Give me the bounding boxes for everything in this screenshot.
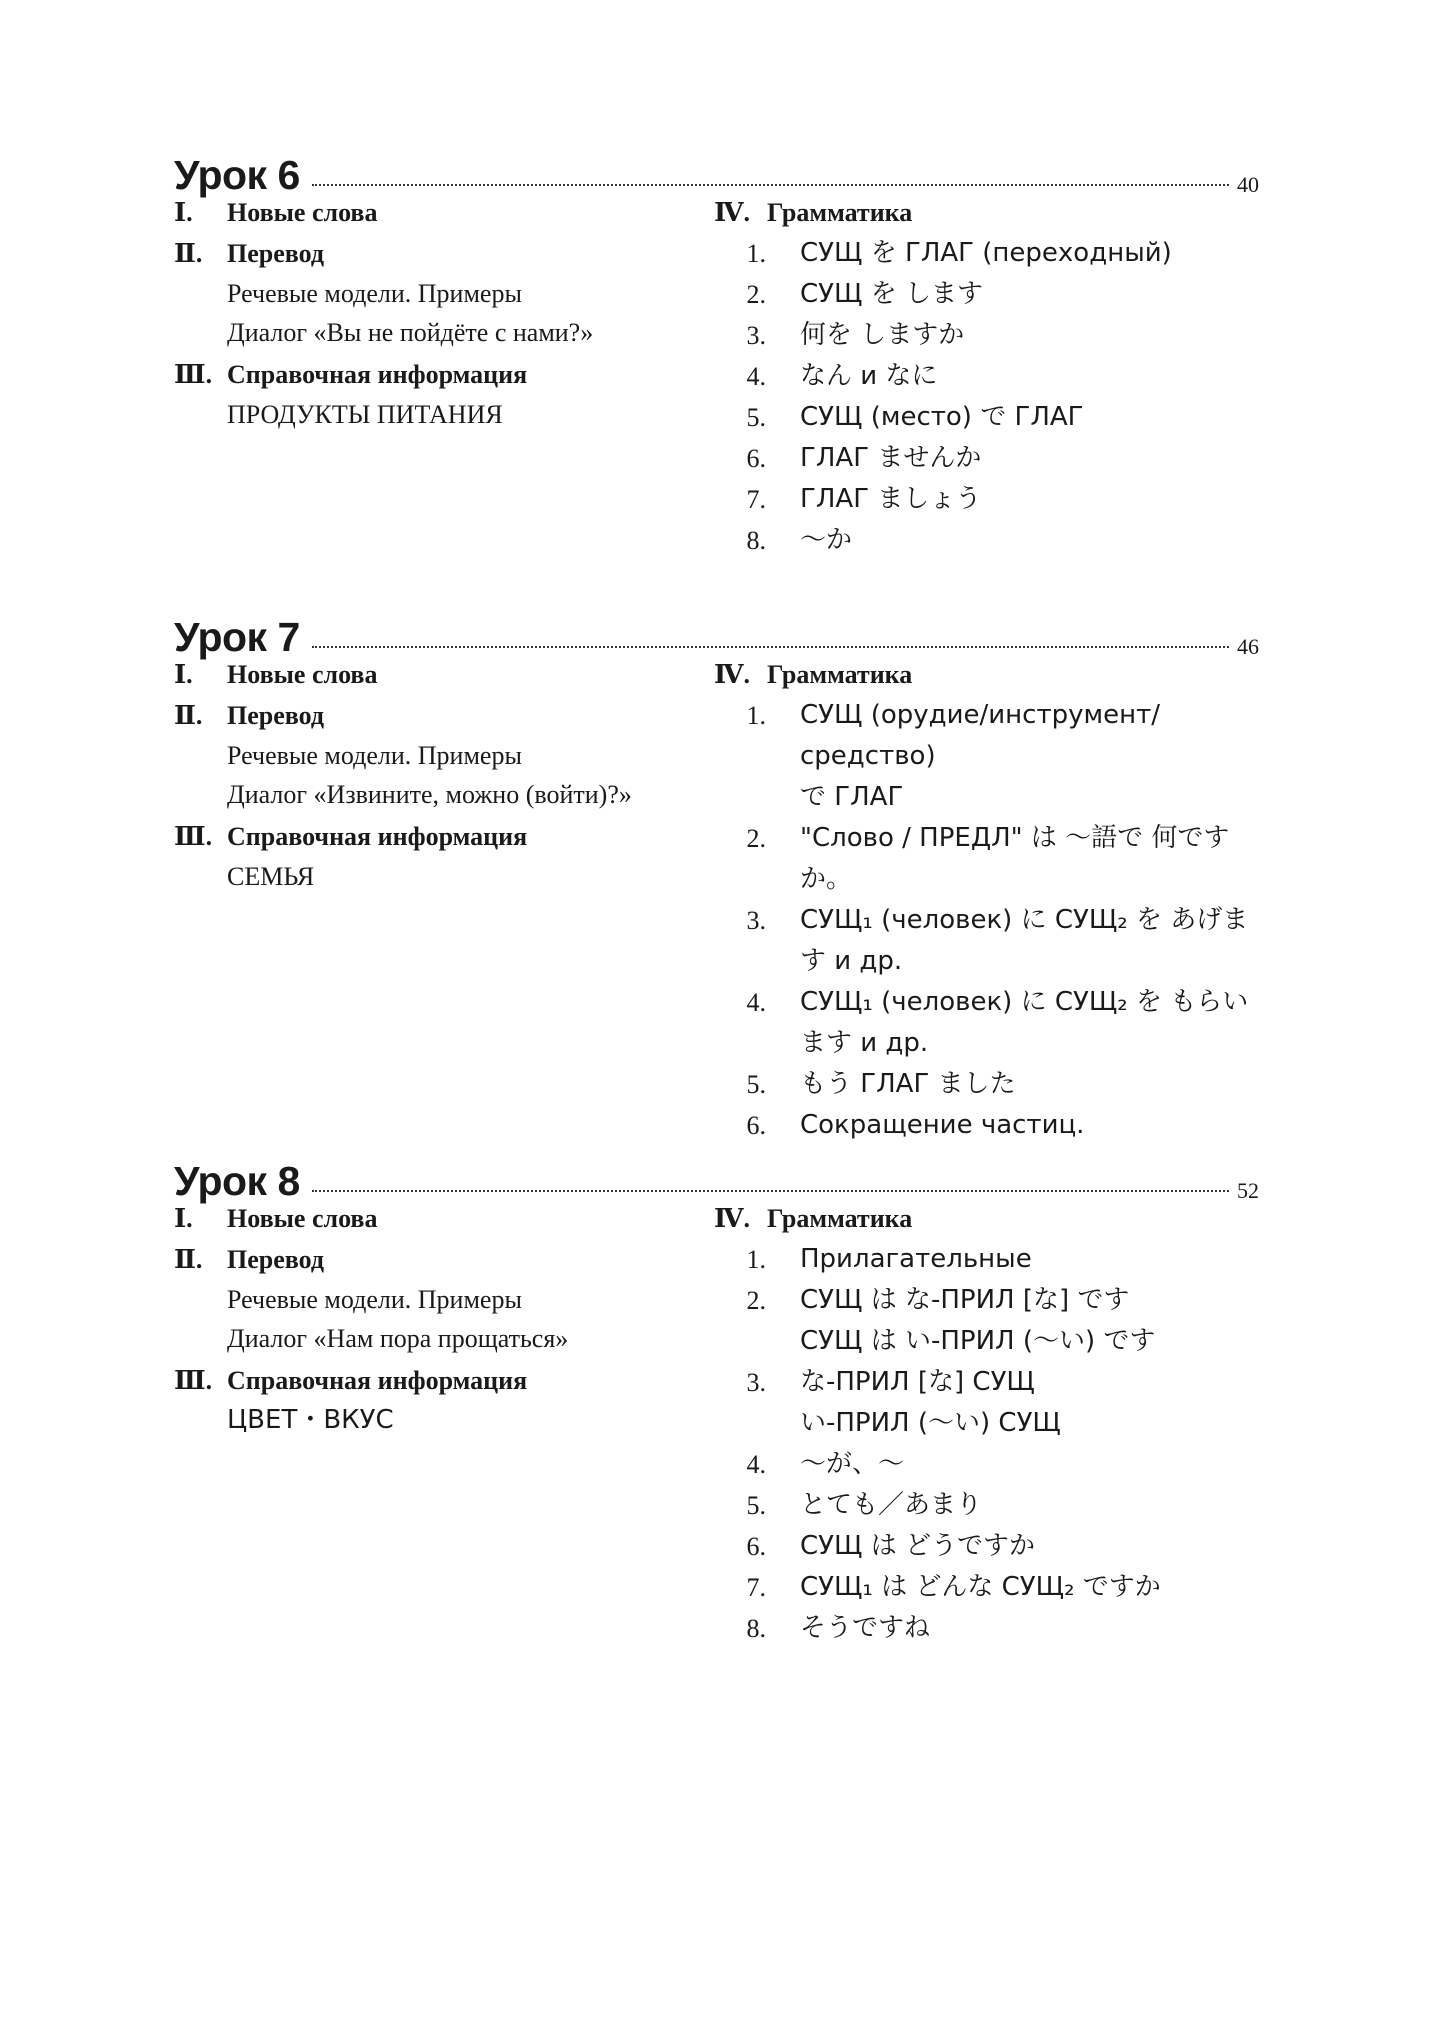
item-text: Сокращение частиц. [800,1110,1085,1140]
grammar-item [714,1485,1274,1526]
roman-numeral: Ⅲ. [174,1366,213,1395]
subsection: Диалог «Извините, можно (войти)?» [227,780,632,809]
item-text: Прилагательные [800,1244,1032,1274]
subsection: Речевые модели. Примеры [227,279,522,308]
dot-leader [312,184,1229,186]
item-text: СУЩ は どうですか [800,1531,1035,1561]
section-title: Справочная информация [227,360,528,389]
item-number: 3. [746,1368,766,1397]
page-number: 52 [1237,1178,1259,1203]
section-title: Перевод [227,239,325,268]
section-title: Справочная информация [227,1366,528,1395]
item-number: 8. [746,1614,766,1643]
item-text: СУЩ は な-ПРИЛ [な] です [800,1285,1130,1315]
roman-numeral: Ⅰ. [174,1204,193,1233]
item-text: そうですね [800,1613,931,1643]
item-number: 1. [746,1245,766,1274]
grammar-item [714,1064,1274,1105]
item-number: 7. [746,1573,766,1602]
section-title: Перевод [227,1245,325,1274]
grammar-item [714,1526,1274,1567]
section-translation [174,1239,694,1280]
item-number: 4. [746,988,766,1017]
roman-numeral: Ⅳ. [714,660,751,689]
item-text: ГЛАГ ませんか [800,443,982,473]
item-number: 1. [746,701,766,730]
item-text: ～か [800,525,853,555]
section-grammar [714,654,1274,695]
section-title: Грамматика [767,660,913,689]
item-text: СУЩ₁ は どんな СУЩ₂ ですか [800,1572,1161,1602]
grammar-item [714,1362,1274,1444]
grammar-item [714,1444,1274,1485]
roman-numeral: Ⅰ. [174,198,193,227]
roman-numeral: Ⅱ. [174,239,203,268]
item-text: СУЩ を します [800,279,983,309]
grammar-item [714,397,1274,438]
section-reference [174,816,694,857]
item-text: СУЩ₁ (человек) に СУЩ₂ を もらい [800,987,1249,1017]
grammar-item [714,356,1274,397]
item-number: 3. [746,906,766,935]
roman-numeral: Ⅳ. [714,1204,751,1233]
grammar-item [714,695,1274,818]
grammar-item [714,479,1274,520]
section-title: Новые слова [227,198,378,227]
grammar-list [714,1239,1274,1649]
lesson-title: Урок 6 [174,152,300,198]
subsection: Речевые модели. Примеры [227,741,522,770]
section-grammar [714,192,1274,233]
subsection: ЦВЕТ・ВКУС [227,1405,394,1435]
item-text: ～が、～ [800,1449,905,1479]
grammar-item [714,1280,1274,1362]
section-new-words [174,192,694,233]
roman-numeral: Ⅱ. [174,1245,203,1274]
grammar-item [714,1239,1274,1280]
grammar-item [714,982,1274,1064]
grammar-item [714,1567,1274,1608]
item-number: 8. [746,526,766,555]
grammar-item [714,274,1274,315]
item-text: СУЩ₁ (человек) に СУЩ₂ を あげま [800,905,1249,935]
left-column [174,654,694,896]
subsection: Диалог «Вы не пойдёте с нами?» [227,318,594,347]
item-text: "Слово / ПРЕДЛ" は ～語で 何です [800,823,1230,853]
section-title: Справочная информация [227,822,528,851]
section-reference [174,354,694,395]
item-text-continued: い-ПРИЛ (～い) СУЩ [800,1408,1061,1438]
grammar-list [714,233,1274,561]
item-text: とても／あまり [800,1490,983,1520]
roman-numeral: Ⅲ. [174,822,213,851]
grammar-item [714,1105,1274,1146]
item-number: 7. [746,485,766,514]
item-text-continued: で ГЛАГ [800,782,904,812]
item-number: 5. [746,1491,766,1520]
page-number: 46 [1237,634,1259,659]
right-column [714,192,1274,561]
section-title: Новые слова [227,1204,378,1233]
item-number: 2. [746,824,766,853]
lesson-title: Урок 8 [174,1158,300,1204]
section-translation [174,233,694,274]
section-new-words [174,654,694,695]
dot-leader [312,646,1229,648]
lesson-header [174,140,1259,200]
item-number: 5. [746,403,766,432]
item-number: 6. [746,1532,766,1561]
item-text: 何を しますか [800,320,965,350]
subsection: Речевые модели. Примеры [227,1285,522,1314]
lesson-header [174,602,1259,662]
grammar-item [714,900,1274,982]
right-column [714,654,1274,1146]
item-text: なん и なに [800,361,938,391]
item-text: СУЩ を ГЛАГ (переходный) [800,238,1172,268]
item-number: 1. [746,239,766,268]
item-text: な-ПРИЛ [な] СУЩ [800,1367,1035,1397]
section-translation [174,695,694,736]
grammar-item [714,1608,1274,1649]
grammar-item [714,233,1274,274]
grammar-item [714,315,1274,356]
left-column [174,1198,694,1440]
item-number: 4. [746,1450,766,1479]
subsection: СЕМЬЯ [227,862,315,891]
item-number: 3. [746,321,766,350]
roman-numeral: Ⅳ. [714,198,751,227]
item-number: 2. [746,1286,766,1315]
section-title: Новые слова [227,660,378,689]
section-new-words [174,1198,694,1239]
item-text-continued: す и др. [800,946,903,976]
grammar-item [714,520,1274,561]
section-reference [174,1360,694,1401]
lesson-title: Урок 7 [174,614,300,660]
item-number: 5. [746,1070,766,1099]
subsection: Диалог «Нам пора прощаться» [227,1324,569,1353]
item-text: СУЩ (орудие/инструмент/средство) [800,700,1161,771]
roman-numeral: Ⅲ. [174,360,213,389]
grammar-list [714,695,1274,1146]
roman-numeral: Ⅱ. [174,701,203,730]
item-text: もう ГЛАГ ました [800,1069,1016,1099]
dot-leader [312,1190,1229,1192]
item-number: 4. [746,362,766,391]
section-title: Перевод [227,701,325,730]
page-number: 40 [1237,172,1259,197]
item-text-continued: ます и др. [800,1028,929,1058]
item-text: ГЛАГ ましょう [800,484,982,514]
grammar-item [714,818,1274,900]
roman-numeral: Ⅰ. [174,660,193,689]
item-number: 2. [746,280,766,309]
lesson-header [174,1146,1259,1206]
section-title: Грамматика [767,198,913,227]
subsection: ПРОДУКТЫ ПИТАНИЯ [227,400,503,429]
item-number: 6. [746,444,766,473]
item-number: 6. [746,1111,766,1140]
item-text-continued: СУЩ は い-ПРИЛ (～い) です [800,1326,1156,1356]
item-text: СУЩ (место) で ГЛАГ [800,402,1084,432]
item-text-continued: か。 [800,864,853,894]
section-title: Грамматика [767,1204,913,1233]
section-grammar [714,1198,1274,1239]
grammar-item [714,438,1274,479]
right-column [714,1198,1274,1649]
left-column [174,192,694,434]
